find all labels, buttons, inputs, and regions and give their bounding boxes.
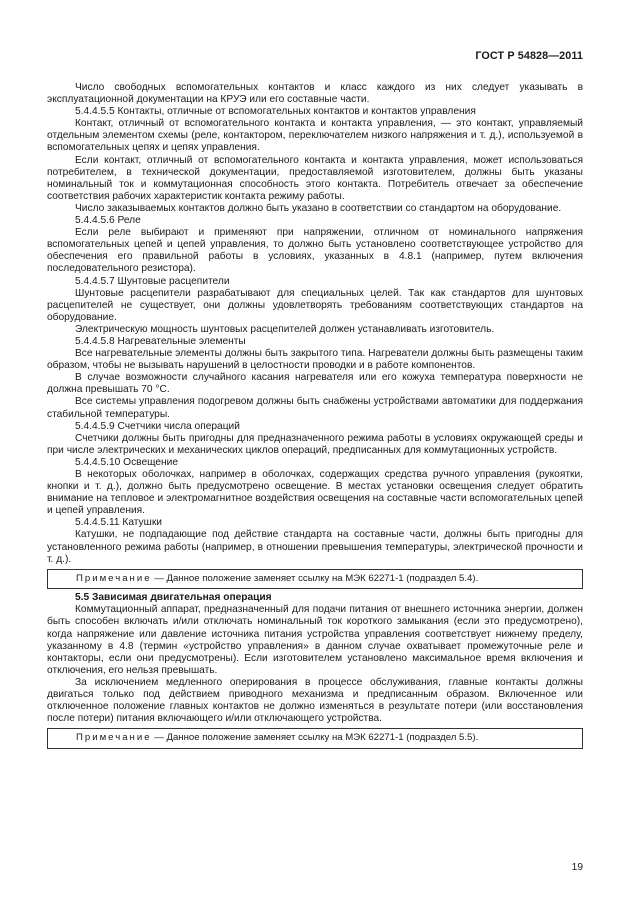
section-heading: 5.4.4.5.5 Контакты, отличные от вспомогательных контактов и контактов управления — [75, 106, 476, 118]
paragraph: В некоторых оболочках, например в оболочках, содержащих средства ручного управления (рукоятки, кнопки и т. д.), должно быть предусмотрено освещение. В местах установки освещения следует обратить внимание на тепловое и электромагнитное воздействия освещения на составные части вспомогательных цепей и цепей управления. — [47, 469, 583, 517]
paragraph: Если контакт, отличный от вспомогательного контакта и контакта управления, может использоваться потребителем, в технической документации, предоставляемой изготовителем, должны быть указаны номинальный ток и коммутационная способность этого контакта. Потребитель отвечает за обеспечение соответствия рабочих характеристик контакта режиму работы. — [47, 154, 583, 202]
page-number: 19 — [571, 862, 583, 873]
section-heading: 5.4.4.5.8 Нагревательные элементы — [75, 335, 246, 347]
paragraph: Электрическую мощность шунтовых расцепителей должен устанавливать изготовитель. — [75, 323, 495, 335]
paragraph: Если реле выбирают и применяют при напряжении, отличном от номинального напряжения вспомогательных цепей и цепей управления, то должно быть установлено соответствующее устройство для обеспечения его правильной работы в условиях, указанных в 4.8.1 (например, путем включения последовательного резистора). — [47, 227, 583, 275]
paragraph: Число заказываемых контактов должно быть указано в соответствии со стандартом на оборудование. — [75, 202, 562, 214]
paragraph: Все системы управления подогревом должны быть снабжены устройствами автоматики для поддержания стабильной температуры. — [47, 396, 583, 420]
section-heading: 5.4.4.5.6 Реле — [75, 215, 141, 227]
paragraph: Все нагревательные элементы должны быть закрытого типа. Нагреватели должны быть размещены таким образом, чтобы не вызывать нарушений в целостности проводки и в работе компонентов. — [47, 348, 583, 372]
paragraph: Контакт, отличный от вспомогательного контакта и контакта управления, — это контакт, управляемый отдельным элементом схемы (реле, контактором, переключателем низкого напряжения и т. д.), используемой в вспомогательных цепях и цепях управления. — [47, 118, 583, 154]
paragraph: В случае возможности случайного касания нагревателя или его кожуха температура поверхности не должна превышать 70 °С. — [47, 372, 583, 396]
standard-designation: ГОСТ Р 54828—2011 — [475, 50, 583, 62]
note-label: Примечание — [76, 572, 152, 584]
note-label: Примечание — [76, 732, 152, 744]
note-box — [47, 569, 583, 590]
note-text: — Данное положение заменяет ссылку на МЭК 62271-1 (подраздел 5.5). — [151, 732, 479, 744]
section-heading: 5.4.4.5.10 Освещение — [75, 456, 179, 468]
paragraph: Счетчики должны быть пригодны для предназначенного режима работы в условиях окружающей среды и при числе электрических и механических циклов операций, предписанных для коммутационных устройств. — [47, 432, 583, 456]
section-heading: 5.4.4.5.7 Шунтовые расцепители — [75, 275, 230, 287]
paragraph: Число свободных вспомогательных контактов и класс каждого из них следует указывать в эксплуатационной документации на КРУЭ или его составные части. — [47, 82, 583, 106]
note-box — [47, 728, 583, 749]
section-heading: 5.4.4.5.9 Счетчики числа операций — [75, 420, 240, 432]
paragraph: Шунтовые расцепители разрабатывают для специальных целей. Так как стандартов для шунтовых расцепителей не существует, они должны удовлетворять требованиям соответствующих стандартов на оборудование. — [47, 287, 583, 323]
note-text: — Данное положение заменяет ссылку на МЭК 62271-1 (подраздел 5.4). — [151, 572, 479, 584]
section-heading: 5.5 Зависимая двигательная операция — [75, 592, 272, 604]
paragraph: Катушки, не подпадающие под действие стандарта на составные части, должны быть пригодны для установленного режима работы (например, в отношении превышения температуры, электрической прочности и т. д.). — [47, 529, 583, 565]
paragraph: Коммутационный аппарат, предназначенный для подачи питания от внешнего источника энергии, должен быть способен включать и/или отключать номинальный ток короткого замыкания (если это предусмотрено), когда напряжение или давление источника питания устройства управления соответствует нижнему пределу, указанному в 4.8 (термин «устройство управления» в данном случае охватывает промежуточные реле и контакторы, если они предусмотрены). Если изготовителем установлено максимальное время включения и отключения, его нельзя превышать. — [47, 604, 583, 676]
section-heading: 5.4.4.5.11 Катушки — [75, 517, 162, 529]
paragraph: За исключением медленного оперирования в процессе обслуживания, главные контакты должны двигаться только под действием приводного механизма и предписанным образом. Включенное или отключенное положение главных контактов не должно изменяться в результате потери (или восстановления после потери) питания включающего и/или отключающего устройства. — [47, 676, 583, 725]
page-body — [47, 82, 583, 752]
